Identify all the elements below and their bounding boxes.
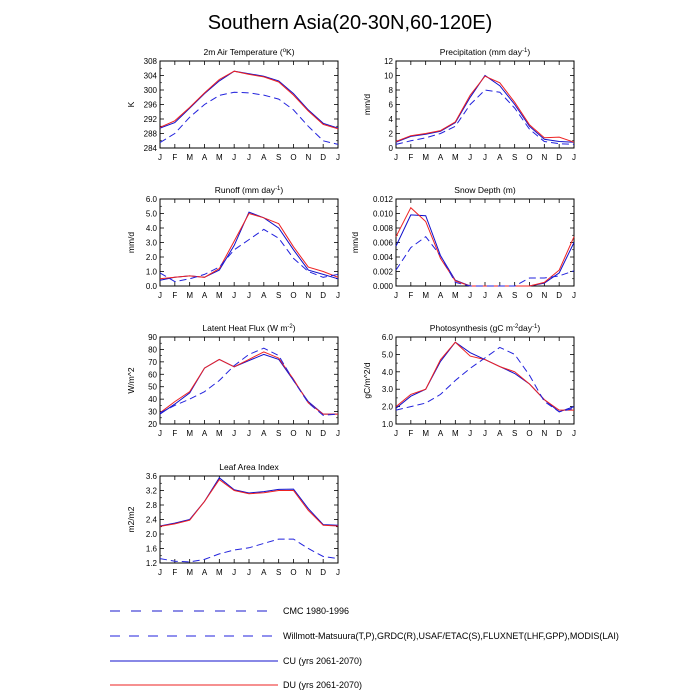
x-tick-label: A — [497, 291, 503, 300]
x-tick-label: D — [556, 291, 563, 300]
x-tick-label: N — [305, 429, 312, 438]
x-tick-label: M — [215, 568, 223, 577]
x-tick-label: A — [201, 291, 208, 300]
x-tick-label: J — [158, 153, 162, 162]
x-tick-label: J — [483, 153, 487, 162]
x-tick-label: O — [290, 291, 297, 300]
y-tick-label: 10 — [384, 71, 393, 81]
panel-title: Runoff (mm day$^{-1}$) — [214, 185, 284, 195]
series-line-du — [396, 208, 574, 286]
x-tick-label: A — [497, 429, 503, 438]
y-tick-label: 60 — [148, 370, 157, 380]
x-tick-label: M — [186, 291, 194, 300]
y-tick-label: 296 — [143, 100, 157, 110]
y-tick-label: 1.0 — [381, 420, 393, 429]
x-tick-label: O — [290, 153, 297, 162]
y-tick-label: 3.2 — [145, 486, 157, 496]
x-tick-label: M — [422, 429, 430, 438]
x-tick-label: D — [556, 429, 563, 438]
x-tick-label: J — [394, 429, 398, 438]
x-tick-label: A — [261, 429, 267, 438]
y-tick-label: 1.2 — [145, 559, 157, 568]
x-tick-label: J — [247, 291, 251, 300]
y-axis-label: W/m^2 — [126, 367, 136, 394]
x-tick-label: J — [394, 291, 398, 300]
y-tick-label: 6 — [388, 100, 393, 110]
y-tick-label: 30 — [148, 407, 157, 417]
page-title: Southern Asia(20-30N,60-120E) — [207, 12, 493, 34]
plot-frame — [160, 337, 338, 424]
y-tick-label: 0.004 — [372, 253, 393, 262]
y-tick-label: 0.010 — [372, 209, 393, 219]
y-tick-label: 3.0 — [145, 238, 157, 248]
x-tick-label: S — [275, 429, 282, 438]
y-tick-label: 2.0 — [145, 530, 157, 539]
y-tick-label: 4.0 — [145, 224, 157, 233]
y-tick-label: 0 — [388, 144, 393, 153]
x-tick-label: N — [541, 429, 548, 438]
chart-panel-4 — [350, 185, 576, 300]
y-tick-label: 5.0 — [145, 209, 157, 219]
y-tick-label: 0.0 — [145, 282, 157, 291]
x-tick-label: J — [336, 153, 340, 162]
series-line-obs — [396, 237, 574, 286]
y-tick-label: 300 — [143, 86, 157, 95]
x-tick-label: M — [451, 153, 459, 162]
plot-frame — [396, 337, 574, 424]
series-line-cu — [160, 71, 338, 128]
panel-title: 2m Air Temperature ($^o$K) — [203, 47, 295, 57]
y-tick-label: 4 — [388, 115, 393, 124]
x-tick-label: M — [186, 429, 194, 438]
chart-panel-1 — [126, 47, 340, 162]
y-tick-label: 0.000 — [372, 282, 393, 291]
x-tick-label: J — [468, 291, 473, 300]
x-tick-label: J — [572, 153, 576, 162]
x-tick-label: A — [497, 153, 503, 162]
x-tick-label: A — [201, 153, 208, 162]
y-tick-label: 284 — [143, 144, 157, 153]
y-tick-label: 20 — [148, 420, 157, 429]
x-tick-label: J — [247, 429, 251, 438]
x-tick-label: S — [511, 291, 518, 300]
series-line-du — [160, 214, 338, 279]
x-tick-label: J — [483, 291, 487, 300]
x-tick-label: J — [572, 429, 576, 438]
y-tick-label: 3.6 — [145, 472, 157, 481]
x-tick-label: J — [483, 429, 487, 438]
y-tick-label: 2 — [388, 129, 393, 139]
y-tick-label: 40 — [148, 395, 157, 405]
x-tick-label: N — [305, 153, 312, 162]
series-line-cu — [396, 76, 574, 143]
legend-item-cmc — [110, 606, 349, 616]
x-tick-label: A — [437, 429, 444, 438]
x-tick-label: A — [261, 568, 267, 577]
series-line-cu — [160, 478, 338, 526]
y-tick-label: 6.0 — [145, 195, 157, 204]
x-tick-label: S — [511, 153, 518, 162]
x-tick-label: N — [305, 568, 312, 577]
y-axis-label: gC/m^2/d — [362, 362, 372, 399]
x-tick-label: J — [394, 153, 398, 162]
x-tick-label: D — [320, 429, 327, 438]
y-tick-label: 6.0 — [381, 333, 393, 342]
y-tick-label: 3.0 — [381, 385, 393, 395]
x-tick-label: J — [158, 291, 162, 300]
x-tick-label: J — [336, 291, 340, 300]
x-tick-label: O — [290, 568, 297, 577]
x-tick-label: J — [468, 153, 473, 162]
x-tick-label: N — [305, 291, 312, 300]
x-tick-label: S — [275, 291, 282, 300]
x-tick-label: J — [232, 568, 237, 577]
x-tick-label: O — [290, 429, 297, 438]
legend-label: Willmott-Matsuura(T,P),GRDC(R),USAF/ETAC(S),FLUXNET(LHF,GPP),MODIS(LAI) — [283, 631, 619, 641]
x-tick-label: M — [215, 291, 223, 300]
panel-title: Leaf Area Index — [219, 462, 279, 472]
y-tick-label: 2.8 — [145, 501, 157, 510]
series-line-du — [396, 342, 574, 410]
x-tick-label: M — [186, 153, 194, 162]
chart-panel-2 — [362, 47, 576, 162]
panel-title: Snow Depth (m) — [454, 185, 516, 195]
x-tick-label: F — [172, 291, 178, 300]
x-tick-label: D — [320, 153, 327, 162]
x-tick-label: M — [215, 429, 223, 438]
x-tick-label: D — [320, 291, 327, 300]
y-tick-label: 0.012 — [372, 195, 393, 204]
y-tick-label: 0.002 — [372, 267, 393, 277]
chart-panel-3 — [126, 185, 340, 300]
x-tick-label: O — [526, 153, 533, 162]
x-tick-label: D — [556, 153, 563, 162]
x-tick-label: A — [437, 153, 444, 162]
x-tick-label: N — [541, 153, 548, 162]
x-tick-label: F — [172, 568, 178, 577]
x-tick-label: N — [541, 291, 548, 300]
x-tick-label: J — [336, 429, 340, 438]
x-tick-label: S — [511, 429, 518, 438]
x-tick-label: F — [172, 429, 178, 438]
x-tick-label: M — [186, 568, 194, 577]
x-tick-label: M — [422, 291, 430, 300]
x-tick-label: F — [408, 429, 414, 438]
y-tick-label: 90 — [148, 333, 157, 342]
y-tick-label: 4.0 — [381, 367, 393, 377]
chart-panel-7 — [126, 462, 340, 577]
x-tick-label: O — [526, 291, 533, 300]
series-line-cu — [160, 212, 338, 280]
legend-label: CMC 1980-1996 — [283, 606, 350, 616]
legend-label: CU (yrs 2061-2070) — [283, 656, 363, 666]
series-line-du — [160, 480, 338, 527]
y-tick-label: 12 — [384, 57, 393, 66]
y-tick-label: 292 — [143, 115, 157, 124]
x-tick-label: A — [437, 291, 444, 300]
x-tick-label: A — [201, 429, 208, 438]
chart-panel-6 — [362, 323, 576, 438]
x-tick-label: F — [408, 153, 414, 162]
series-line-obs — [160, 348, 338, 415]
series-line-obs — [160, 539, 338, 562]
x-tick-label: M — [422, 153, 430, 162]
y-tick-label: 80 — [148, 345, 157, 355]
y-axis-label: mm/d — [126, 231, 136, 254]
series-line-du — [396, 76, 574, 142]
x-tick-label: J — [247, 568, 251, 577]
x-tick-label: F — [408, 291, 414, 300]
legend-item-cu — [110, 656, 362, 666]
x-tick-label: J — [232, 153, 237, 162]
legend-item-du — [110, 680, 362, 690]
series-line-cu — [396, 215, 574, 286]
y-tick-label: 304 — [143, 71, 157, 81]
x-tick-label: J — [232, 429, 237, 438]
y-tick-label: 5.0 — [381, 350, 393, 360]
x-tick-label: J — [232, 291, 237, 300]
x-tick-label: F — [172, 153, 178, 162]
y-tick-label: 70 — [148, 357, 157, 367]
x-tick-label: M — [451, 291, 459, 300]
y-tick-label: 8 — [388, 86, 393, 95]
y-tick-label: 1.6 — [145, 544, 157, 554]
x-tick-label: A — [261, 291, 267, 300]
x-tick-label: M — [451, 429, 459, 438]
x-tick-label: S — [275, 153, 282, 162]
series-line-obs — [396, 90, 574, 144]
y-axis-label: mm/d — [350, 231, 360, 254]
x-tick-label: O — [526, 429, 533, 438]
y-axis-label: m2/m2 — [126, 506, 136, 533]
panel-title: Latent Heat Flux (W $m^{-2}$) — [202, 323, 296, 333]
series-line-obs — [160, 229, 338, 281]
x-tick-label: J — [247, 153, 251, 162]
legend-item-obs — [110, 631, 619, 641]
x-tick-label: J — [572, 291, 576, 300]
y-axis-label: mm/d — [362, 93, 372, 116]
x-tick-label: A — [201, 568, 208, 577]
x-tick-label: D — [320, 568, 327, 577]
y-tick-label: 2.4 — [145, 515, 157, 525]
chart-panel-5 — [126, 323, 340, 438]
plot-frame — [396, 199, 574, 286]
y-tick-label: 2.0 — [381, 402, 393, 412]
y-tick-label: 308 — [143, 57, 157, 66]
x-tick-label: J — [468, 429, 473, 438]
panel-title: Precipitation (mm day$^{-1}$) — [439, 47, 531, 57]
x-tick-label: M — [215, 153, 223, 162]
legend-label: DU (yrs 2061-2070) — [283, 680, 363, 690]
y-tick-label: 2.0 — [145, 253, 157, 262]
y-tick-label: 1.0 — [145, 267, 157, 277]
y-tick-label: 288 — [143, 129, 157, 139]
series-line-obs — [160, 92, 338, 144]
panel-title: Photosynthesis (gC $m^{-2}day^{-1}$) — [429, 323, 541, 333]
x-tick-label: A — [261, 153, 267, 162]
x-tick-label: J — [158, 429, 162, 438]
x-tick-label: S — [275, 568, 282, 577]
x-tick-label: J — [158, 568, 162, 577]
y-tick-label: 0.006 — [372, 238, 393, 248]
x-tick-label: J — [336, 568, 340, 577]
y-tick-label: 0.008 — [372, 224, 393, 233]
y-tick-label: 50 — [148, 382, 157, 392]
y-axis-label: K — [126, 101, 136, 108]
